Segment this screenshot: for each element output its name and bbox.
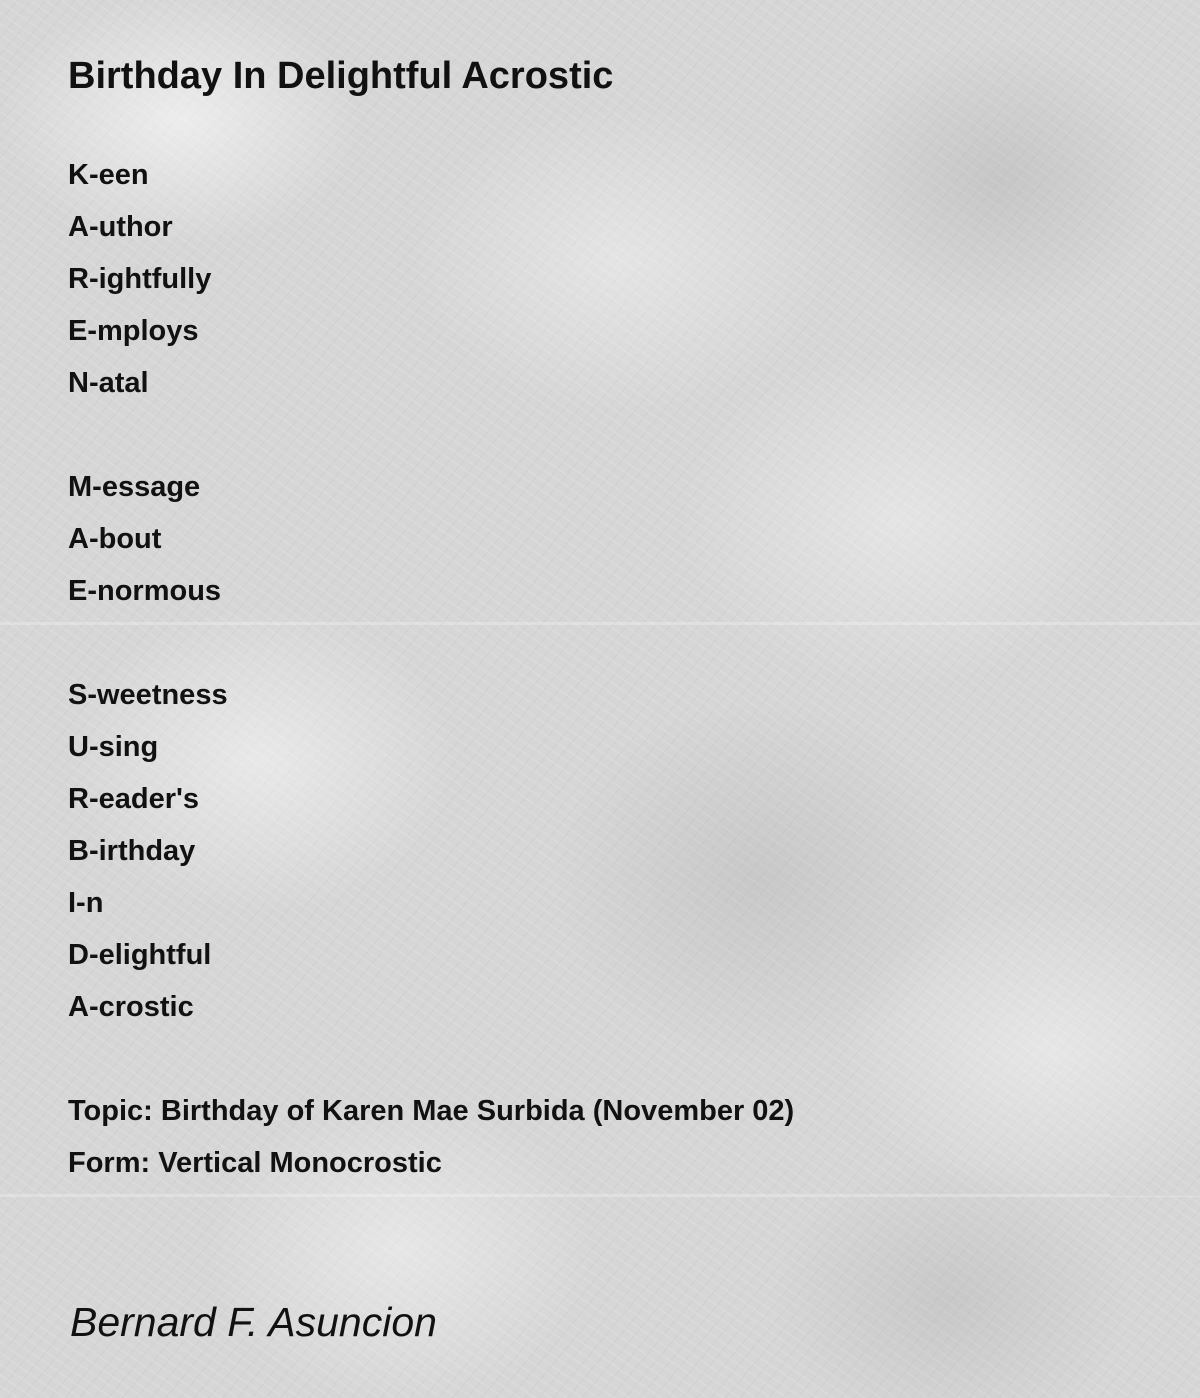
stanza-break <box>68 1036 794 1088</box>
poem-line: I-n <box>68 887 104 919</box>
poem-line: S-weetness <box>68 679 228 711</box>
stanza-break <box>68 620 794 672</box>
poem-form: Form: Vertical Monocrostic <box>68 1147 442 1179</box>
poem-title: Birthday In Delightful Acrostic <box>68 55 614 97</box>
poem-line: E-normous <box>68 575 222 607</box>
poem-line: E-mploys <box>68 315 199 347</box>
poem-line: U-sing <box>68 731 159 763</box>
stanza-break <box>68 412 794 464</box>
poem-line: K-een <box>68 159 149 191</box>
poem-body <box>68 152 794 1192</box>
poem-line: A-uthor <box>68 211 173 243</box>
poem-line: M-essage <box>68 471 201 503</box>
poem-line: N-atal <box>68 367 149 399</box>
poem-line: A-crostic <box>68 991 194 1023</box>
poem-line: B-irthday <box>68 835 196 867</box>
background-seam <box>1110 1194 1200 1196</box>
poem-author: Bernard F. Asuncion <box>70 1299 437 1345</box>
poem-topic: Topic: Birthday of Karen Mae Surbida (November 02) <box>68 1095 795 1127</box>
background-seam <box>0 1194 1200 1197</box>
poem-line: R-ightfully <box>68 263 212 295</box>
poem-line: R-eader's <box>68 783 200 815</box>
poem-line: A-bout <box>68 523 162 555</box>
poem-line: D-elightful <box>68 939 212 971</box>
